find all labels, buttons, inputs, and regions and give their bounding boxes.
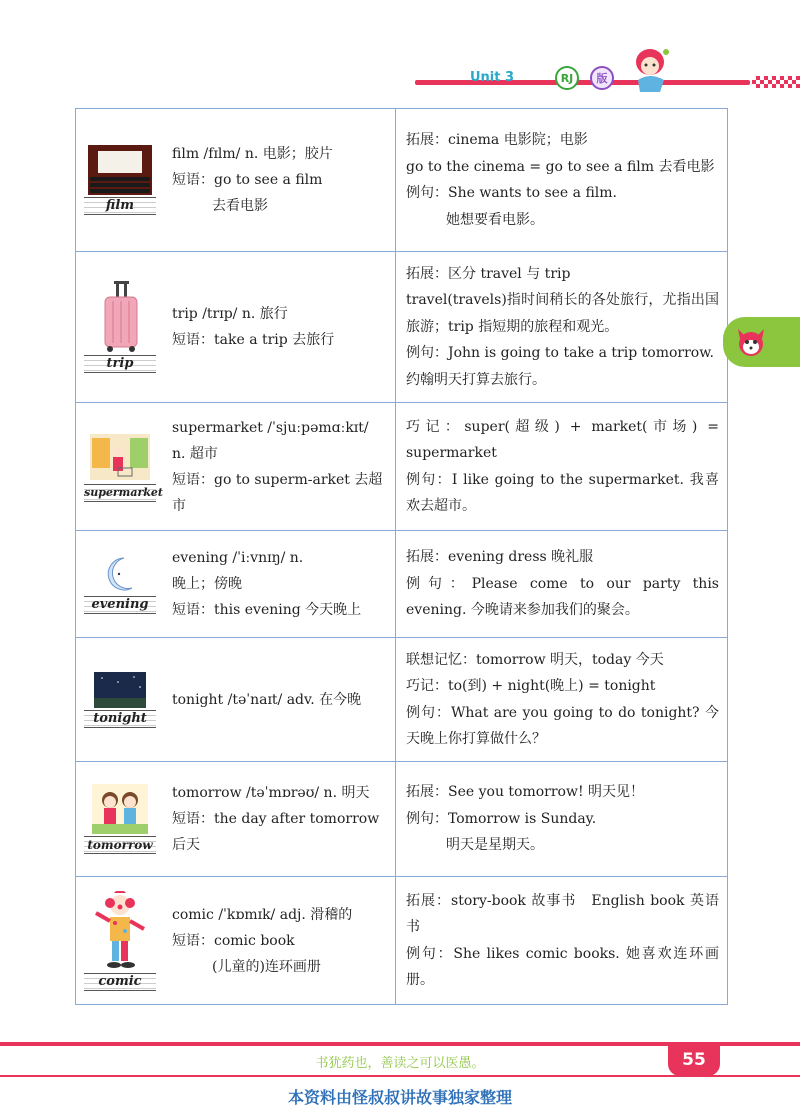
association-memory: 联想记忆：tomorrow 明天，today 今天 — [406, 651, 664, 668]
table-row — [76, 403, 728, 531]
extension-entry — [396, 544, 727, 624]
picture-word: supermarket — [84, 484, 156, 502]
extension-line: 拓展：cinema 电影院；电影 — [406, 132, 588, 148]
example-sentence: 例句：What are you going to do tonight? 今天晚上你打算做什么？ — [406, 704, 719, 747]
vocab-picture — [86, 554, 154, 614]
word-entry — [164, 687, 395, 713]
header-line — [415, 80, 750, 85]
picture-word: tomorrow — [84, 836, 156, 854]
extension-entry — [396, 414, 727, 520]
word-headline: film /fɪlm/ n. 电影；胶片 — [172, 146, 333, 162]
word-headline: evening /ˈiːvnɪŋ/ n. — [172, 550, 304, 566]
checker-decoration — [752, 76, 800, 88]
extension-entry — [396, 779, 727, 859]
picture-word: trip — [84, 355, 156, 373]
example-translation: 约翰明天打算去旅行。 — [406, 371, 546, 388]
word-part-of-speech: n. 超市 — [172, 445, 218, 462]
extension-line: 拓展：区分 travel 与 trip — [406, 265, 571, 282]
word-phrase: 短语：go to superm-arket 去超市 — [172, 471, 383, 514]
vocab-picture — [84, 432, 163, 502]
vocab-picture — [86, 672, 154, 728]
moon-icon — [88, 554, 152, 594]
picture-word: tonight — [84, 710, 156, 728]
example-sentence: 例句：She wants to see a film. — [406, 185, 617, 201]
extension-entry — [396, 888, 727, 994]
example-translation: 明天是星期天。 — [446, 837, 544, 854]
word-entry — [164, 780, 395, 858]
picture-word: film — [84, 197, 156, 215]
word-headline: tonight /təˈnaɪt/ adv. 在今晚 — [172, 691, 362, 708]
word-headline: supermarket /ˈsjuːpəmɑːkɪt/ — [172, 419, 369, 436]
extension-line: 拓展：See you tomorrow! 明天见！ — [406, 784, 645, 801]
example-sentence: 例句：She likes comic books. 她喜欢连环画册。 — [406, 945, 719, 988]
vocab-picture — [86, 891, 154, 991]
word-entry — [164, 415, 395, 519]
word-entry — [164, 902, 395, 980]
table-row — [76, 252, 728, 403]
suitcase-icon — [88, 281, 152, 353]
word-phrase: 短语：comic book — [172, 932, 295, 949]
word-entry — [164, 545, 395, 623]
rj-badge: RJ — [555, 66, 579, 90]
extension-line: go to the cinema = go to see a film 去看电影 — [406, 158, 715, 175]
night-sky-icon — [88, 672, 152, 708]
word-headline: tomorrow /təˈmɒrəʊ/ n. 明天 — [172, 785, 370, 801]
supermarket-icon — [88, 432, 152, 482]
word-entry — [164, 301, 395, 353]
fox-mascot-icon — [734, 325, 768, 359]
vocab-picture — [86, 145, 154, 215]
mascot-girl-icon — [620, 44, 680, 94]
vocab-picture — [86, 784, 154, 854]
unit-label: Unit 3 — [470, 70, 515, 85]
picture-word: evening — [84, 596, 156, 614]
table-row — [76, 762, 728, 877]
word-headline: trip /trɪp/ n. 旅行 — [172, 306, 288, 322]
example-sentence: 例句：Please come to our party this evening. 今晚请来参加我们的聚会。 — [406, 575, 719, 619]
table-row — [76, 109, 728, 252]
picture-word: comic — [84, 973, 156, 991]
cinema-icon — [88, 145, 152, 195]
word-meaning: 晚上；傍晚 — [172, 576, 242, 592]
table-row — [76, 638, 728, 762]
page-number: 55 — [668, 1044, 720, 1076]
vocabulary-table — [75, 108, 728, 1005]
word-phrase: 短语：take a trip 去旅行 — [172, 332, 335, 348]
word-phrase-meaning: (儿童的)连环画册 — [212, 958, 321, 975]
extension-entry — [396, 127, 727, 233]
word-phrase: 短语：this evening 今天晚上 — [172, 602, 362, 618]
children-icon — [88, 784, 152, 834]
clown-icon — [88, 891, 152, 971]
extension-line: 拓展：story-book 故事书 English book 英语书 — [406, 892, 719, 935]
extension-line: travel(travels)指时间稍长的各处旅行，尤指出国旅游；trip 指短期的旅程和观光。 — [406, 292, 719, 335]
credit-line: 本资料由怪叔叔讲故事独家整理 — [287, 1088, 512, 1107]
example-sentence: 例句：I like going to the supermarket. 我喜欢去超市。 — [406, 471, 719, 514]
extension-entry — [396, 647, 727, 753]
word-headline: comic /ˈkɒmɪk/ adj. 滑稽的 — [172, 906, 353, 923]
footer-motto: 书犹药也，善读之可以医愚。 — [315, 1056, 485, 1071]
table-row — [76, 877, 728, 1005]
example-sentence: 例句：John is going to take a trip tomorrow. — [406, 345, 714, 362]
word-phrase-meaning: 去看电影 — [212, 198, 268, 214]
word-phrase: 短语：the day after tomorrow 后天 — [172, 811, 380, 853]
example-translation: 她想要看电影。 — [446, 211, 544, 228]
memory-tip: 巧记：to(到) + night(晚上) = tonight — [406, 678, 656, 694]
extension-line: 拓展：evening dress 晚礼服 — [406, 549, 594, 566]
extension-entry — [396, 261, 727, 394]
word-entry — [164, 141, 395, 219]
example-sentence: 例句：Tomorrow is Sunday. — [406, 810, 597, 827]
word-phrase: 短语：go to see a film — [172, 172, 323, 188]
table-row — [76, 531, 728, 638]
vocab-picture — [86, 281, 154, 373]
edition-badge: 版 — [590, 66, 614, 90]
memory-tip: 巧记：super(超级) + market(市场) = supermarket — [406, 418, 719, 461]
